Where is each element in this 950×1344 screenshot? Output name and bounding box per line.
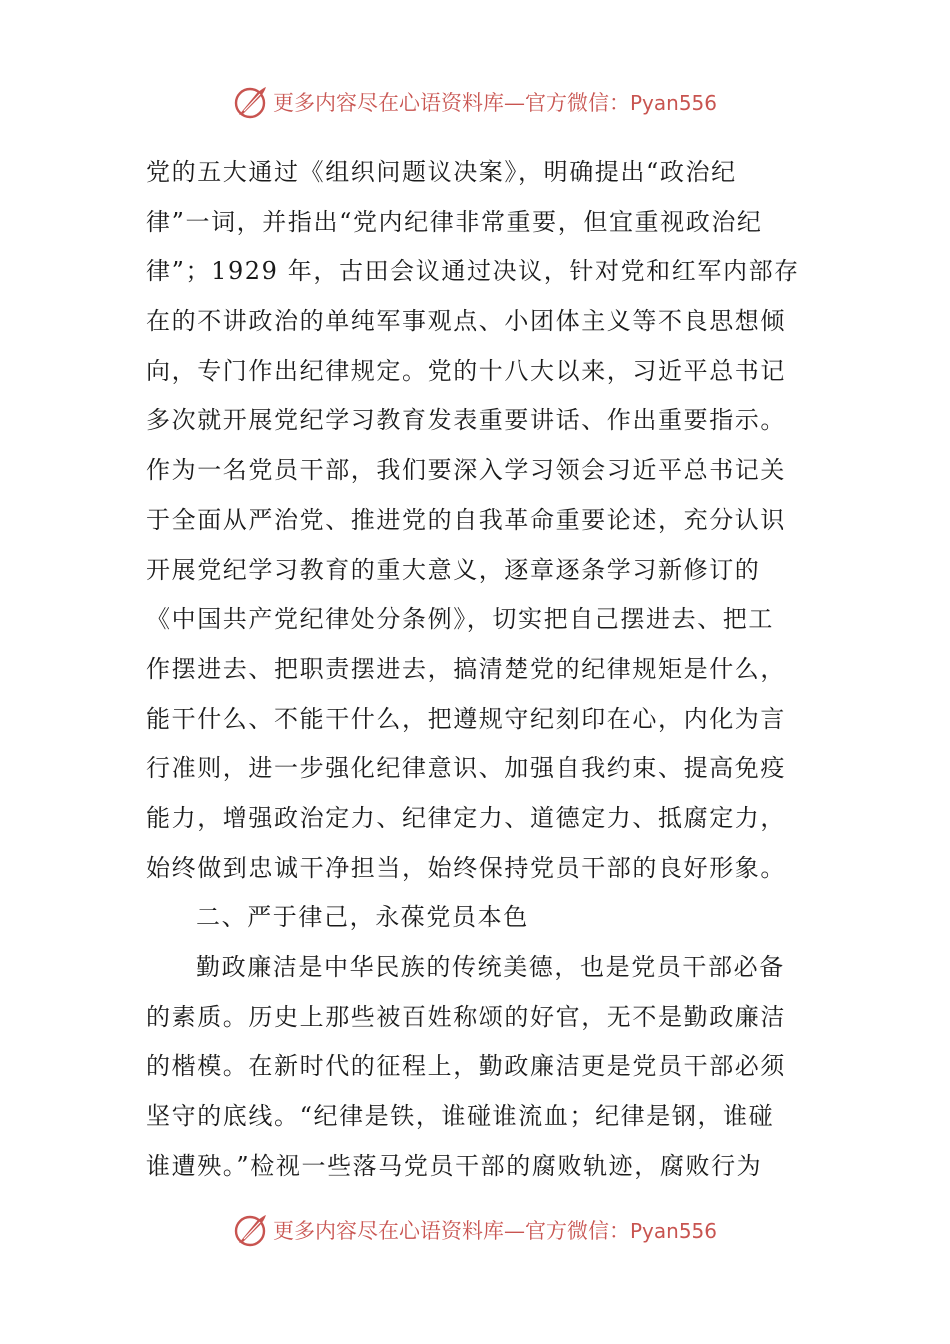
text-line: 勤政廉洁是中华民族的传统美德，也是党员干部必备 bbox=[196, 953, 785, 981]
section-heading: 二、严于律己，永葆党员本色 bbox=[196, 903, 529, 932]
text-line: 《中国共产党纪律处分条例》，切实把自己摆进去、把工 bbox=[146, 605, 774, 634]
text-line: 的楷模。在新时代的征程上，勤政廉洁更是党员干部必须 bbox=[146, 1052, 786, 1081]
footer-watermark bbox=[0, 1210, 950, 1250]
text-line: 多次就开展党纪学习教育发表重要讲话、作出重要指示。 bbox=[146, 406, 786, 435]
watermark-text: 更多内容尽在心语资料库—官方微信：Pyan556 bbox=[272, 1219, 717, 1243]
body-text bbox=[146, 148, 806, 1191]
text-line: 在的不讲政治的单纯军事观点、小团体主义等不良思想倾 bbox=[146, 307, 786, 336]
text-line: 的素质。历史上那些被百姓称颂的好官，无不是勤政廉洁 bbox=[146, 1002, 786, 1031]
text-line: 作为一名党员干部，我们要深入学习领会习近平总书记关 bbox=[146, 456, 786, 485]
text-line: 能力，增强政治定力、纪律定力、道德定力、抵腐定力， bbox=[146, 803, 786, 832]
text-line: 作摆进去、把职责摆进去，搞清楚党的纪律规矩是什么， bbox=[146, 654, 786, 683]
feather-pen-in-circle-icon bbox=[233, 1212, 269, 1248]
text-line: 党的五大通过《组织问题议决案》，明确提出“政治纪 bbox=[146, 158, 737, 186]
text-line: 行准则，进一步强化纪律意识、加强自我约束、提高免疫 bbox=[146, 754, 786, 783]
header-watermark bbox=[0, 82, 950, 122]
text-line: 律”；1929 年，古田会议通过决议，针对党和红军内部存 bbox=[146, 257, 800, 286]
text-line: 谁遭殃。”检视一些落马党员干部的腐败轨迹，腐败行为 bbox=[146, 1151, 763, 1180]
text-line: 律”一词，并指出“党内纪律非常重要，但宜重视政治纪 bbox=[146, 207, 763, 236]
watermark-text: 更多内容尽在心语资料库—官方微信：Pyan556 bbox=[272, 91, 717, 115]
feather-pen-in-circle-icon bbox=[233, 84, 269, 120]
text-line: 能干什么、不能干什么，把遵规守纪刻印在心，内化为言 bbox=[146, 704, 786, 733]
text-line: 于全面从严治党、推进党的自我革命重要论述，充分认识 bbox=[146, 505, 786, 534]
text-line: 始终做到忠诚干净担当，始终保持党员干部的良好形象。 bbox=[146, 853, 786, 882]
text-line: 坚守的底线。“纪律是铁，谁碰谁流血；纪律是钢，谁碰 bbox=[146, 1102, 775, 1131]
text-line: 向，专门作出纪律规定。党的十八大以来，习近平总书记 bbox=[146, 356, 786, 385]
text-line: 开展党纪学习教育的重大意义，逐章逐条学习新修订的 bbox=[146, 555, 761, 584]
